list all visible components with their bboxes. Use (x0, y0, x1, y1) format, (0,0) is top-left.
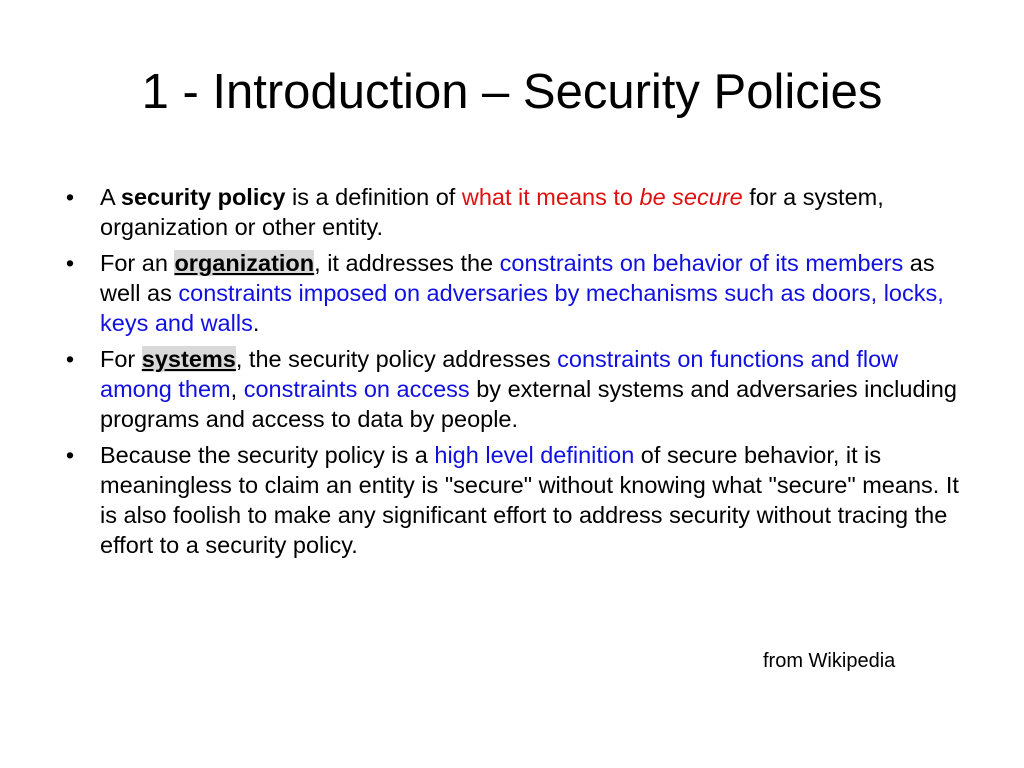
text-run: is a definition of (285, 184, 462, 210)
text-run: . (252, 310, 260, 336)
text-run: For an (100, 250, 175, 276)
text-run: , it addresses the (314, 250, 500, 276)
text-run: by external systems and adversaries including programs and access to data by people. (100, 376, 957, 432)
text-run: as well as (100, 250, 935, 306)
emphasis-blue: constraints on behavior of its members (499, 250, 904, 276)
term-systems: systems (141, 346, 236, 372)
emphasis-blue: constraints imposed on adversaries by mechanisms such as doors, locks, keys and walls (100, 280, 944, 336)
emphasis-red: what it means to (461, 184, 640, 210)
bullet-dot-icon: • (65, 250, 75, 276)
term-organization: organization (174, 250, 315, 276)
text-run: Because the security policy is a (100, 442, 435, 468)
bullet-text (100, 346, 957, 432)
source-credit: from Wikipedia (763, 650, 896, 672)
text-run: For (100, 346, 142, 372)
slide-title: 1 - Introduction – Security Policies (141, 65, 883, 119)
term-security-policy: security policy (120, 184, 286, 210)
emphasis-blue: constraints on functions and flow among them (100, 346, 899, 402)
bullet-item-systems (60, 344, 960, 434)
emphasis-blue: constraints on access (243, 376, 470, 402)
bullet-item-high-level-definition (60, 440, 960, 560)
bullet-dot-icon: • (65, 346, 75, 372)
bullet-text (100, 442, 959, 558)
text-run: for a system, organization or other entity. (100, 184, 884, 240)
emphasis-blue: high level definition (434, 442, 635, 468)
text-run: , the security policy addresses (235, 346, 558, 372)
bullet-dot-icon: • (65, 184, 75, 210)
bullet-dot-icon: • (65, 442, 75, 468)
bullet-list (60, 182, 960, 566)
bullet-item-organization (60, 248, 960, 338)
text-run: of secure behavior, it is meaningless to claim an entity is "secure" without knowing what "secure" means. It is also foolish to make any significant effort to address security without tracing the effort to a security policy. (100, 442, 959, 558)
bullet-text (100, 184, 884, 240)
emphasis-red-italic: be secure (639, 184, 743, 210)
text-run: A (100, 184, 121, 210)
text-run: , (230, 376, 244, 402)
bullet-text (100, 250, 944, 336)
bullet-item-security-policy (60, 182, 960, 242)
